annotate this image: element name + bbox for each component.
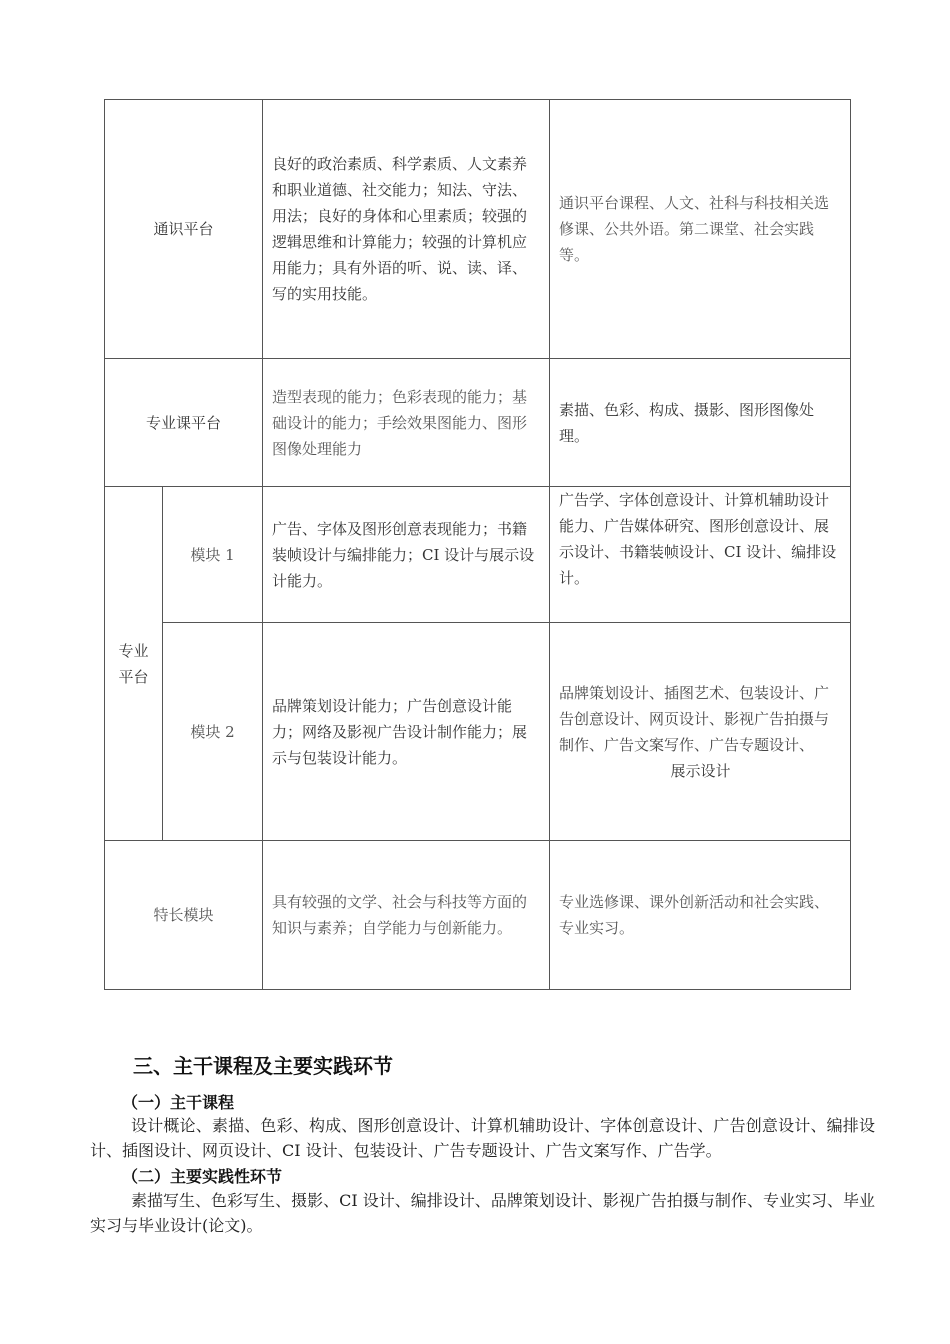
main-courses-paragraph: 设计概论、素描、色彩、构成、图形创意设计、计算机辅助设计、字体创意设计、广告创意设计、编排设计、插图设计、网页设计、CI 设计、包装设计、广告专题设计、广告文案写作、广告学。: [90, 1116, 875, 1160]
courses-text: 通识平台课程、人文、社科与科技相关选修课、公共外语。第二课堂、社会实践等。: [559, 194, 830, 264]
ability-cell: [263, 841, 549, 989]
ability-text: 品牌策划设计能力；广告创意设计能力；网络及影视广告设计制作能力；展示与包装设计能力。: [272, 696, 528, 767]
group-label: 专业平台: [118, 641, 149, 686]
courses-block: [559, 680, 842, 784]
courses-cell: [550, 623, 850, 840]
ability-text: 广告、字体及图形创意表现能力；书籍装帧设计与编排能力；CI 设计与展示设计能力。: [272, 519, 535, 590]
module-label: 模块 2: [190, 722, 235, 741]
courses-cell: [550, 359, 850, 486]
curriculum-table: [104, 99, 851, 990]
platform-label: 通识平台: [153, 220, 214, 238]
ability-cell: [263, 100, 549, 358]
section-heading: 三、主干课程及主要实践环节: [133, 1054, 393, 1078]
ability-cell: [263, 359, 549, 486]
module-cell: [163, 623, 262, 840]
group-cell: [105, 487, 162, 840]
subsection-heading-practice: （二）主要实践性环节: [122, 1167, 283, 1186]
ability-text: 具有较强的文学、社会与科技等方面的知识与素养；自学能力与创新能力。: [272, 893, 528, 937]
courses-text: 广告学、字体创意设计、计算机辅助设计能力、广告媒体研究、图形创意设计、展示设计、书籍装帧设计、CI 设计、编排设计。: [559, 491, 837, 587]
courses-text: 素描、色彩、构成、摄影、图形图像处理。: [559, 400, 815, 445]
platform-cell: [105, 359, 262, 486]
subsection-heading-main-courses: （一）主干课程: [122, 1093, 235, 1112]
courses-last-line: 展示设计: [670, 761, 731, 780]
platform-cell: [105, 841, 262, 989]
module-cell: [163, 487, 262, 622]
ability-text: 造型表现的能力；色彩表现的能力；基础设计的能力；手绘效果图能力、图形图像处理能力: [272, 387, 528, 458]
table-border-right: [850, 99, 851, 990]
table-border-bottom: [104, 989, 851, 990]
ability-text: 良好的政治素质、科学素质、人文素养和职业道德、社交能力；知法、守法、用法；良好的身体和心里素质；较强的逻辑思维和计算能力；较强的计算机应用能力；具有外语的听、说、读、译、写的实用技能。: [272, 155, 528, 303]
module-label: 模块 1: [190, 545, 235, 564]
ability-cell: [263, 487, 549, 622]
ability-cell: [263, 623, 549, 840]
platform-cell: [105, 100, 262, 358]
platform-label: 专业课平台: [145, 413, 221, 432]
courses-cell: [550, 841, 850, 989]
platform-label: 特长模块: [153, 906, 214, 924]
courses-cell: [550, 487, 850, 622]
practice-paragraph: 素描写生、色彩写生、摄影、CI 设计、编排设计、品牌策划设计、影视广告拍摄与制作、专业实习、毕业实习与毕业设计(论文)。: [90, 1191, 875, 1235]
courses-text: 品牌策划设计、插图艺术、包装设计、广告创意设计、网页设计、影视广告拍摄与制作、广告文案写作、广告专题设计、: [559, 683, 830, 754]
courses-cell: [550, 100, 850, 358]
courses-text: 专业选修课、课外创新活动和社会实践、专业实习。: [559, 893, 830, 937]
